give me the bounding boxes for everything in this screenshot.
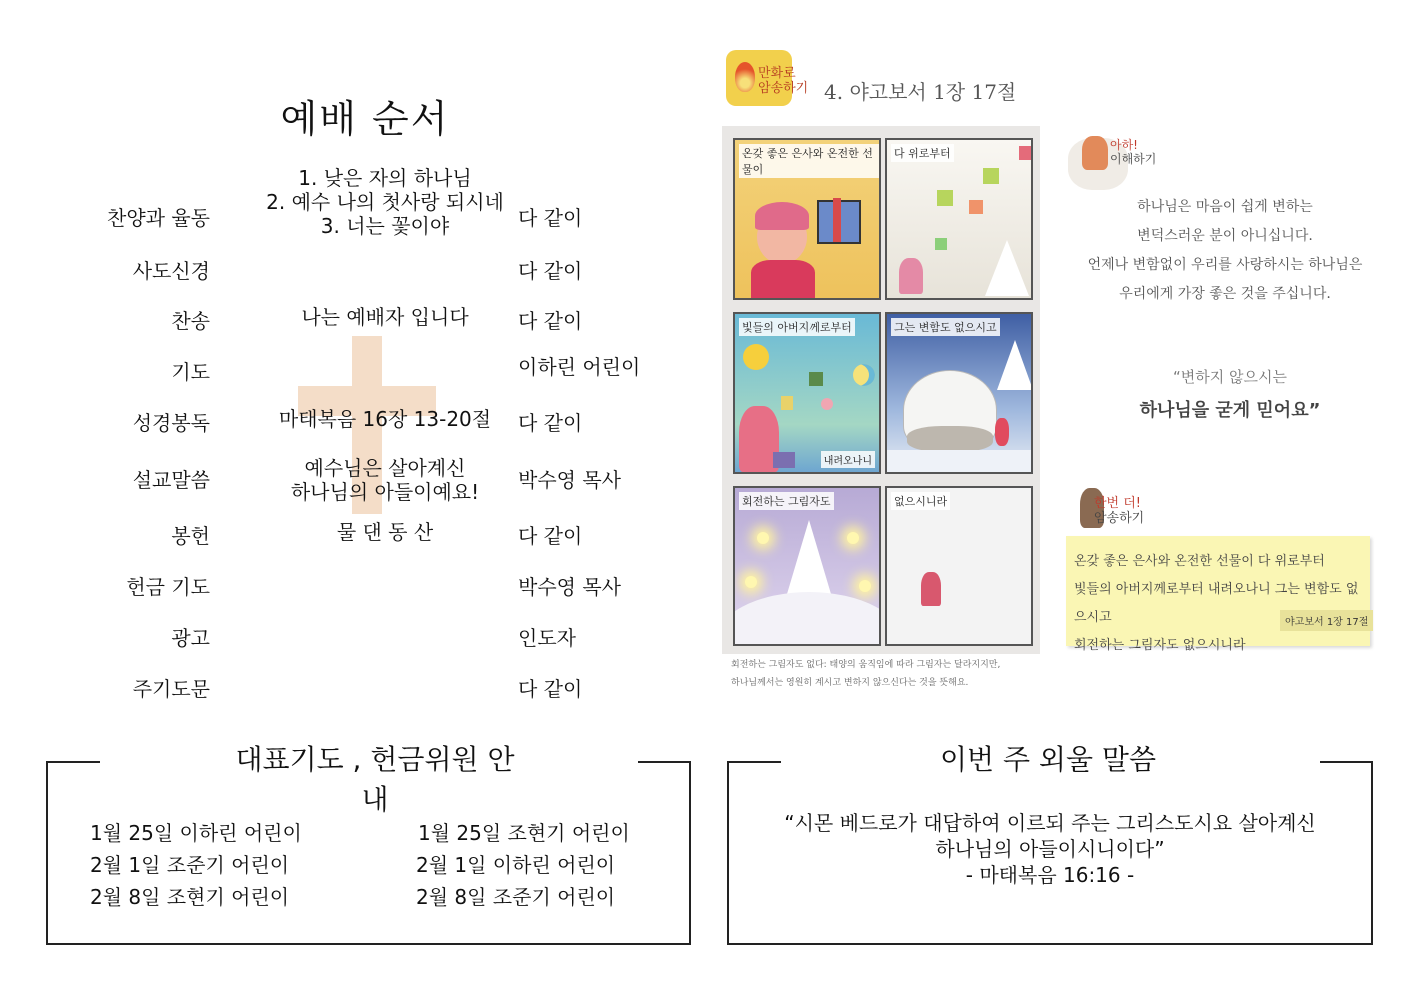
comic-panel-2 bbox=[885, 138, 1033, 300]
prayer-title: 대표기도 , 헌금위원 안내 bbox=[230, 738, 520, 818]
gift-ribbon bbox=[833, 198, 841, 242]
snow-tree bbox=[997, 340, 1033, 390]
order-leader-praise: 다 같이 bbox=[518, 206, 583, 230]
light-icon bbox=[859, 580, 871, 592]
child-coat bbox=[751, 260, 815, 300]
children-icon bbox=[1082, 136, 1108, 170]
light-icon bbox=[745, 576, 757, 588]
panel-1-caption: 온갖 좋은 은사와 온전한 선물이 bbox=[739, 144, 879, 178]
gift-icon bbox=[969, 200, 983, 214]
memo-line-2: 빛들의 아버지께로부터 내려오나니 그는 변함도 없으시고 bbox=[1074, 582, 1359, 625]
prayer-left-1: 1월 25일 이하린 어린이 bbox=[90, 821, 302, 845]
again-label bbox=[1094, 496, 1144, 526]
aha-line-2: 이해하기 bbox=[1110, 152, 1157, 166]
verse-title: 이번 주 외울 말씀 bbox=[930, 738, 1166, 778]
comic-panel-5 bbox=[733, 486, 881, 646]
order-leader-lords-prayer: 다 같이 bbox=[518, 677, 583, 701]
aha-label bbox=[1110, 138, 1156, 166]
prayer-left-2: 2월 1일 조준기 어린이 bbox=[90, 853, 290, 877]
logo-text bbox=[758, 66, 808, 96]
snow-tree bbox=[985, 240, 1029, 296]
comic-panel-6 bbox=[885, 486, 1033, 646]
quote-line-2: 하나님을 굳게 믿어요” bbox=[1139, 400, 1321, 421]
comic-panel-3 bbox=[733, 312, 881, 474]
order-leader-offering: 다 같이 bbox=[518, 524, 583, 548]
order-leader-offering-prayer: 박수영 목사 bbox=[518, 575, 621, 599]
panel-5-caption: 회전하는 그림자도 bbox=[739, 492, 834, 510]
prayer-box-top-left bbox=[46, 761, 100, 763]
memo-line-1: 온갖 좋은 은사와 온전한 선물이 다 위로부터 bbox=[1074, 554, 1325, 569]
order-reading-passage: 마태복음 16장 13-20절 bbox=[278, 407, 492, 431]
memo-reference: 야고보서 1장 17절 bbox=[1280, 610, 1373, 631]
order-label-offering: 봉헌 bbox=[171, 524, 210, 548]
order-label-lords-prayer: 주기도문 bbox=[132, 677, 210, 701]
verse-reference: - 마태복음 16:16 - bbox=[965, 863, 1135, 887]
memo-text bbox=[1074, 548, 1364, 660]
child-figure bbox=[995, 418, 1009, 446]
order-leader-prayer: 이하린 어린이 bbox=[518, 355, 641, 379]
order-label-reading: 성경봉독 bbox=[132, 411, 210, 435]
gift-icon bbox=[781, 396, 793, 410]
again-line-1: 한번 더! bbox=[1094, 496, 1142, 511]
order-leader-creed: 다 같이 bbox=[518, 259, 583, 283]
order-offering-song: 물 댄 동 산 bbox=[336, 520, 434, 544]
gift-icon bbox=[937, 190, 953, 206]
panel-4-caption: 그는 변함도 없으시고 bbox=[891, 318, 1000, 336]
order-leader-reading: 다 같이 bbox=[518, 411, 583, 435]
order-hymn-title: 나는 예배자 입니다 bbox=[301, 305, 469, 329]
comic-note-1: 회전하는 그림자도 없다: 태양의 움직임에 따라 그림자는 달라지지만, bbox=[731, 660, 1001, 670]
verse-text bbox=[740, 810, 1360, 888]
quote-line-1: “변하지 않으시는 bbox=[1173, 368, 1287, 386]
song-3: 3. 너는 꽃이야 bbox=[320, 214, 450, 238]
order-label-announce: 광고 bbox=[171, 626, 210, 650]
rock-base bbox=[907, 426, 993, 452]
flame-icon bbox=[735, 62, 755, 92]
panel-3-bottom-caption: 내려오나니 bbox=[821, 451, 875, 468]
snow-ground bbox=[887, 450, 1033, 474]
verse-box-top-right bbox=[1320, 761, 1373, 763]
logo-line-1: 만화로 bbox=[758, 66, 796, 81]
aha-text bbox=[1080, 193, 1370, 309]
order-leader-sermon: 박수영 목사 bbox=[518, 468, 621, 492]
aha-text-line-4: 우리에게 가장 좋은 것을 주십니다. bbox=[1119, 286, 1331, 302]
panel-3-caption: 빛들의 아버지께로부터 bbox=[739, 318, 855, 336]
moon-icon bbox=[853, 364, 875, 386]
memo-line-3: 회전하는 그림자도 없으시니라 bbox=[1074, 638, 1246, 653]
song-1: 1. 낮은 자의 하나님 bbox=[298, 166, 472, 190]
order-songs bbox=[240, 166, 530, 238]
child-figure bbox=[899, 258, 923, 294]
comic-panel-1 bbox=[733, 138, 881, 300]
order-label-praise: 찬양과 율동 bbox=[107, 206, 210, 230]
verse-box-top-left bbox=[727, 761, 781, 763]
gift-icon bbox=[773, 452, 795, 468]
panel-2-caption: 다 위로부터 bbox=[891, 144, 954, 162]
verse-line-2: 하나님의 아들이시니이다” bbox=[935, 837, 1165, 861]
worship-title: 예배 순서 bbox=[280, 97, 450, 141]
order-label-sermon: 설교말씀 bbox=[132, 468, 210, 492]
order-leader-hymn: 다 같이 bbox=[518, 309, 583, 333]
snow-tree bbox=[787, 520, 831, 594]
order-label-offering-prayer: 헌금 기도 bbox=[126, 575, 210, 599]
comic-panel-4 bbox=[885, 312, 1033, 474]
order-sermon-title: 예수님은 살아계신 하나님의 아들이예요! bbox=[290, 456, 480, 504]
order-label-creed: 사도신경 bbox=[132, 259, 210, 283]
panel-6-caption: 없으시니라 bbox=[891, 492, 950, 510]
prayer-box-top-right bbox=[638, 761, 691, 763]
prayer-right-3: 2월 8일 조준기 어린이 bbox=[416, 885, 616, 909]
aha-text-line-2: 변덕스러운 분이 아니십니다. bbox=[1137, 228, 1313, 244]
light-icon bbox=[757, 532, 769, 544]
logo-line-2: 암송하기 bbox=[758, 81, 809, 96]
again-line-2: 암송하기 bbox=[1094, 511, 1145, 526]
aha-text-line-3: 언제나 변함없이 우리를 사랑하시는 하나님은 bbox=[1087, 257, 1363, 273]
order-label-prayer: 기도 bbox=[171, 360, 210, 384]
child-hat bbox=[755, 202, 809, 230]
comic-heading: 4. 야고보서 1장 17절 bbox=[824, 80, 1017, 104]
gift-icon bbox=[935, 238, 947, 250]
prayer-left-3: 2월 8일 조현기 어린이 bbox=[90, 885, 290, 909]
aha-text-line-1: 하나님은 마음이 쉽게 변하는 bbox=[1137, 199, 1313, 215]
song-2: 2. 예수 나의 첫사랑 되시네 bbox=[266, 190, 504, 214]
aha-line-1: 아하! bbox=[1110, 138, 1138, 152]
gift-icon bbox=[821, 398, 833, 410]
sun-icon bbox=[743, 344, 769, 370]
comic-note-2: 하나님께서는 영원히 계시고 변하지 않으신다는 것을 뜻해요. bbox=[731, 678, 969, 688]
verse-line-1: “시몬 베드로가 대답하여 이르되 주는 그리스도시요 살아계신 bbox=[784, 811, 1316, 835]
comic-footnote bbox=[731, 656, 1031, 692]
light-icon bbox=[847, 532, 859, 544]
snow-hill bbox=[733, 592, 881, 646]
order-leader-announce: 인도자 bbox=[518, 626, 576, 650]
gift-icon bbox=[983, 168, 999, 184]
gift-icon bbox=[1019, 146, 1031, 160]
child-figure bbox=[921, 572, 941, 606]
prayer-right-2: 2월 1일 이하린 어린이 bbox=[416, 853, 616, 877]
gift-icon bbox=[809, 372, 823, 386]
prayer-right-1: 1월 25일 조현기 어린이 bbox=[418, 821, 630, 845]
order-label-hymn: 찬송 bbox=[171, 309, 210, 333]
